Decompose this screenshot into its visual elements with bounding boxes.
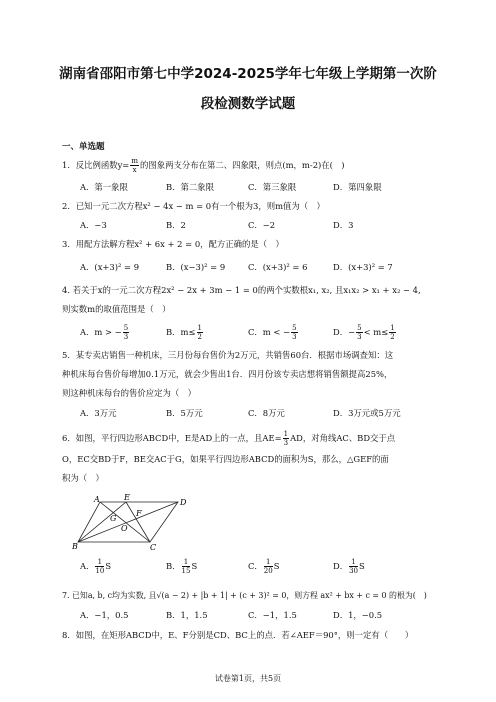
q1-fraction: [130, 157, 139, 174]
q4-option-d: D．− $\frac{5}{3}$ < m≤ $\frac{1}{2}$: [333, 324, 395, 341]
question-5-line-2: 种机床每台售价每增加0.1万元，就会少售出1台．四月份该专卖店想将销售额提高25%，: [62, 369, 393, 379]
parallelogram-figure: [72, 494, 192, 550]
q5-option-c: C．8万元: [248, 408, 285, 418]
q6-option-d: D． $\frac{1}{30}$ S: [333, 558, 365, 575]
q1-option-c: C．第三象限: [248, 182, 297, 192]
q7-option-d: D．1，−0.5: [333, 610, 383, 620]
q4-option-c: C．m < − $\frac{5}{3}$: [248, 324, 297, 341]
q1-stem-b: 的图象两支分布在第二、四象限，则点(m，m-2)在( ): [139, 160, 345, 170]
question-6-line-2: O，EC交BD于F，BE交AC于G，如果平行四边形ABCD的面积为S，那么，△GEF的面: [62, 454, 389, 464]
q1-option-d: D．第四象限: [333, 182, 382, 192]
q5-option-a: A．3万元: [80, 408, 117, 418]
page-footer: 试卷第1页，共5页: [214, 674, 282, 683]
label-o: O: [121, 524, 128, 533]
q3-option-c: C．(x+3)² = 6: [248, 262, 308, 272]
q3-option-b: B．(x−3)² = 9: [166, 262, 226, 272]
label-b: B: [72, 542, 78, 550]
question-5-line-3: 则这种机床每台的售价应定为（ ）: [62, 388, 196, 398]
q6-option-b: B． $\frac{1}{15}$ S: [166, 558, 198, 575]
label-a: A: [94, 495, 100, 504]
question-7: 7. 已知a, b, c均为实数, 且√(a − 2) + |b + 1| + (c + 3)² = 0，则方程 ax² + bx + c = 0 的根为( ): [62, 591, 427, 600]
label-g: G: [110, 514, 117, 523]
question-4-line-2: 则实数m的取值范围是（ ）: [62, 304, 171, 314]
question-4-line-1: 4. 若关于x的一元二次方程2x² − 2x + 3m − 1 = 0的两个实数根x₁, x₂, 且x₁x₂ > x₁ + x₂ − 4,: [62, 285, 421, 295]
q7-option-c: C．−1，1.5: [248, 610, 297, 620]
q2-option-c: C．−2: [248, 220, 276, 230]
label-c: C: [150, 543, 157, 550]
label-f: F: [136, 509, 142, 518]
question-3: 3．用配方法解方程x² + 6x + 2 = 0，配方正确的是（ ）: [62, 239, 284, 249]
q7-option-b: B．1，1.5: [166, 610, 208, 620]
q4-option-a: A．m > − $\frac{5}{3}$: [80, 324, 129, 341]
question-8: 8．如图，在矩形ABCD中，E、F分别是CD、BC上的点．若∠AEF＝90°，则一定有（ ）: [62, 630, 414, 640]
q5-option-d: D．3万元或5万元: [333, 408, 401, 418]
q7-option-a: A．−1，0.5: [80, 610, 129, 620]
q6-option-c: C． $\frac{1}{20}$ S: [248, 558, 280, 575]
q1-option-a: A．第一象限: [80, 182, 128, 192]
q6-option-a: A． $\frac{1}{10}$ S: [80, 558, 112, 575]
title-line-1: 湖南省邵阳市第七中学2024-2025学年七年级上学期第一次阶: [59, 66, 437, 82]
question-6-line-3: 积为（ ）: [62, 473, 104, 483]
question-1: [62, 157, 345, 174]
title-line-2: 段检测数学试题: [200, 96, 296, 112]
q1-option-b: B．第二象限: [166, 182, 215, 192]
question-6-line-1: 6．如图，平行四边形ABCD中，E是AD上的一点，且AE= $\frac{1}{3}$ AD，对角线AC、BD交于点: [62, 430, 396, 447]
label-e: E: [124, 494, 130, 502]
section-heading: 一、单选题: [62, 142, 105, 152]
question-5-line-1: 5．某专卖店销售一种机床，三月份每台售价为2万元，共销售60台．根据市场调查知：这: [62, 350, 394, 360]
q1-frac-num: m: [131, 157, 138, 165]
question-2: 2．已知一元二次方程x² − 4x − m = 0有一个根为3，则m值为（ ）: [62, 201, 325, 211]
label-d: D: [180, 498, 187, 507]
q3-option-a: A．(x+3)² = 9: [80, 262, 140, 272]
q3-option-d: D．(x+3)² = 7: [333, 262, 393, 272]
q2-option-d: D．3: [333, 220, 354, 230]
q2-option-b: B．2: [166, 220, 186, 230]
q1-frac-den: x: [132, 166, 137, 174]
q1-stem-a: 1．反比例函数y=: [62, 160, 130, 170]
q4-option-b: B．m≤ $\frac{1}{2}$: [166, 324, 202, 341]
q2-option-a: A．−3: [80, 220, 107, 230]
q5-option-b: B．5万元: [166, 408, 203, 418]
